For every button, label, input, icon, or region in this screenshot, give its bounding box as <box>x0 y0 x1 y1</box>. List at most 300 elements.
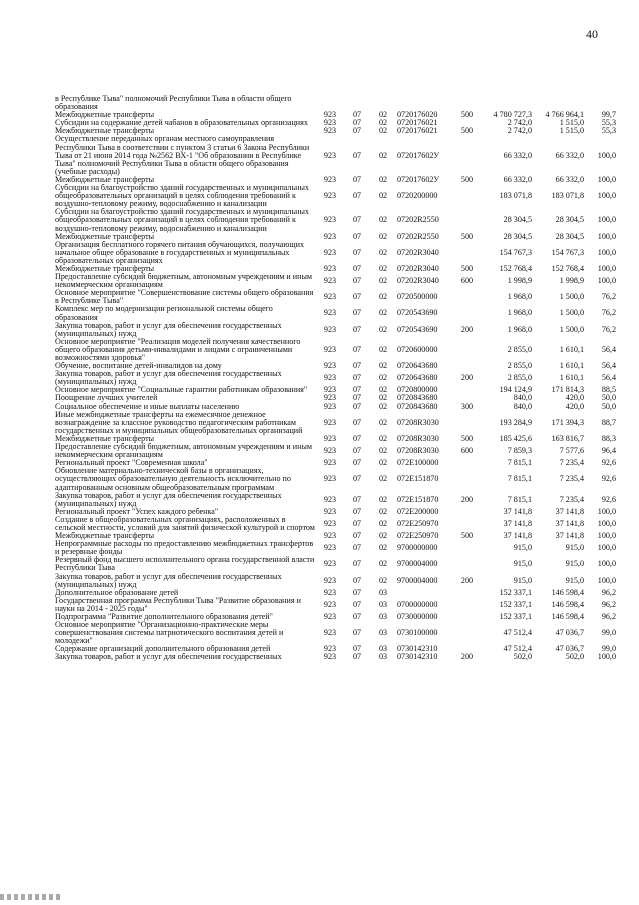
cell-pr: 02 <box>378 127 388 136</box>
cell-rz: 07 <box>352 394 362 403</box>
cell-csr: 072E200000 <box>397 507 439 516</box>
cell-csr: 0720643680 <box>397 362 438 371</box>
cell-percent: 76,2 <box>601 324 616 334</box>
cell-fact: 7 235,4 <box>559 459 584 468</box>
cell-vr: 923 <box>323 373 337 383</box>
cell-vr <box>316 95 344 111</box>
cell-vr <box>456 241 478 265</box>
cell-pr: 02 <box>378 402 388 411</box>
cell-percent: 92,6 <box>601 474 616 484</box>
cell-pr: 02 <box>378 111 388 120</box>
cell-plan: 4 780 727,3 <box>493 111 532 120</box>
cell-csr: 07202R2550 <box>397 215 439 225</box>
row-name: Дополнительное образование детей <box>55 588 179 597</box>
row-name: Основное мероприятие "Социальные гарантии работникам образования" <box>55 386 308 395</box>
cell-plan: 840,0 <box>513 394 532 403</box>
table-row <box>54 322 617 338</box>
cell-fact: 37 141,8 <box>555 518 584 528</box>
cell-vr: 923 <box>323 613 337 621</box>
cell-plan: 152 768,4 <box>499 264 532 273</box>
cell-plan: 66 332,0 <box>503 175 532 184</box>
cell-plan: 154 767,3 <box>499 247 532 257</box>
cell-plan: 193 284,9 <box>499 417 532 427</box>
table-row <box>54 653 617 661</box>
cell-vr: 923 <box>323 417 337 427</box>
cell-plan: 1 998,9 <box>507 276 532 286</box>
table-row <box>54 265 617 273</box>
cell-plan: 7 859,3 <box>507 446 532 456</box>
cell-rz: 07 <box>352 191 362 201</box>
table-row <box>54 459 617 467</box>
cell-percent: 99,7 <box>601 111 616 120</box>
table-row <box>54 241 617 265</box>
cell-vr <box>456 95 478 111</box>
row-name: Закупка товаров, работ и услуг для обеспечения государственных (муниципальных) нужд <box>55 370 282 387</box>
cell-plan: 502,0 <box>513 653 532 662</box>
row-name: Обучение, воспитание детей-инвалидов на дому <box>55 362 222 371</box>
cell-plan: 915,0 <box>513 559 532 569</box>
cell-plan: 2 855,0 <box>507 362 532 371</box>
cell-csr: 9700004000 <box>397 575 438 585</box>
cell-percent: 96,2 <box>601 588 616 597</box>
cell-rz: 07 <box>352 324 362 334</box>
table-row <box>54 233 617 241</box>
cell-percent: 99,0 <box>601 628 616 638</box>
cell-rz: 07 <box>352 119 362 128</box>
cell-csr: 0730142310 <box>397 645 438 654</box>
cell-percent: 92,6 <box>601 459 616 468</box>
cell-percent: 100,0 <box>597 518 616 528</box>
row-name: Межбюджетные трансферты <box>55 175 155 184</box>
cell-vr <box>456 516 478 532</box>
cell-pr: 02 <box>378 417 388 427</box>
cell-fact: 37 141,8 <box>555 507 584 516</box>
cell-percent: 100,0 <box>597 175 616 184</box>
cell-vr: 923 <box>323 518 337 528</box>
cell-rz: 07 <box>352 653 362 662</box>
cell-percent: 50,0 <box>601 394 616 403</box>
cell-plan: 47 512,4 <box>503 628 532 638</box>
cell-vr: 923 <box>323 362 337 371</box>
cell-fact: 146 598,4 <box>551 613 584 621</box>
cell-rz: 07 <box>352 588 362 597</box>
cell-csr: 072E100000 <box>397 459 439 468</box>
cell-rz: 07 <box>352 459 362 468</box>
cell-vr: 923 <box>323 232 337 241</box>
cell-fact: 1 610,1 <box>559 362 584 371</box>
row-name: Закупка товаров, работ и услуг для обеспечения государственных <box>55 653 282 662</box>
cell-vr: 600 <box>460 446 474 456</box>
cell-rz: 07 <box>352 264 362 273</box>
cell-vr <box>456 508 478 516</box>
cell-percent: 50,0 <box>601 402 616 411</box>
cell-vr <box>456 645 478 653</box>
cell-vr: 923 <box>323 264 337 273</box>
cell-vr: 923 <box>323 324 337 334</box>
cell-pr: 02 <box>378 344 388 354</box>
table-row <box>54 370 617 386</box>
cell-plan: 2 742,0 <box>507 127 532 136</box>
cell-csr: 0720176020 <box>397 111 438 120</box>
cell-plan: 47 512,4 <box>503 645 532 654</box>
table-row <box>54 411 617 435</box>
row-name: Обновление материально-технической базы в организациях, осуществляющих образовательную деятельность исключительно по адаптированным основным общеобразовательным программам <box>55 467 291 492</box>
cell-percent: 100,0 <box>597 264 616 273</box>
cell-vr: 200 <box>460 575 474 585</box>
cell-pr: 02 <box>378 362 388 371</box>
cell-vr <box>456 119 478 127</box>
cell-plan: 183 071,8 <box>499 191 532 201</box>
row-name: Субсидии на благоустройство зданий государственных и муниципальных общеобразовательных организаций в целях соблюдения требований к воздушно-тепловому режиму, водоснабжению и канализации <box>55 184 309 209</box>
cell-vr: 923 <box>323 215 337 225</box>
table-row <box>54 492 617 508</box>
cell-pr: 03 <box>378 588 388 597</box>
cell-vr: 500 <box>460 175 474 184</box>
row-name: Закупка товаров, работ и услуг для обеспечения государственных (муниципальных) нужд <box>55 572 282 589</box>
cell-vr: 923 <box>323 653 337 662</box>
cell-csr: 0720643680 <box>397 373 438 383</box>
cell-csr: 07208R3030 <box>397 446 439 456</box>
cell-plan: 37 141,8 <box>503 518 532 528</box>
cell-vr <box>456 289 478 305</box>
table-row <box>54 386 617 394</box>
cell-plan: 2 742,0 <box>507 119 532 128</box>
cell-vr: 923 <box>323 308 337 318</box>
table-row <box>54 573 617 589</box>
cell-fact: 183 071,8 <box>551 191 584 201</box>
cell-pr: 02 <box>378 373 388 383</box>
cell-pr: 02 <box>378 119 388 128</box>
cell-vr: 923 <box>323 599 337 609</box>
cell-vr: 500 <box>460 264 474 273</box>
cell-csr: 0720800000 <box>397 386 438 395</box>
cell-plan: 1 968,0 <box>507 308 532 318</box>
cell-plan: 37 141,8 <box>503 507 532 516</box>
cell-fact: 1 500,0 <box>559 308 584 318</box>
cell-csr: 072E151870 <box>397 494 439 504</box>
cell-rz: 07 <box>352 559 362 569</box>
cell-pr: 02 <box>378 150 388 160</box>
cell-vr <box>456 386 478 394</box>
table-row <box>54 613 617 621</box>
cell-vr: 923 <box>323 446 337 456</box>
cell-rz: 07 <box>352 446 362 456</box>
table-row <box>54 135 617 175</box>
row-name: Межбюджетные трансферты <box>55 127 155 136</box>
cell-vr: 923 <box>323 575 337 585</box>
row-name: Резервный фонд высшего исполнительного органа государственной власти Республики Тыва <box>55 556 315 573</box>
row-name: Межбюджетные трансферты <box>55 232 155 241</box>
cell-pr: 02 <box>378 175 388 184</box>
cell-vr <box>456 135 478 175</box>
row-name: Предоставление субсидий бюджетным, автономным учреждениям и иным некоммерческим организациям <box>55 273 313 290</box>
cell-vr: 923 <box>323 434 337 443</box>
cell-rz: 07 <box>352 402 362 411</box>
cell-rz: 07 <box>352 532 362 541</box>
cell-pr: 02 <box>378 324 388 334</box>
row-name: Поощрение лучших учителей <box>55 394 158 403</box>
cell-csr: 07202R2550 <box>397 232 439 241</box>
cell-plan: 185 425,6 <box>499 434 532 443</box>
cell-fact: 28 304,5 <box>555 232 584 241</box>
cell-fact: 7 235,4 <box>559 494 584 504</box>
cell-percent: 100,0 <box>597 653 616 662</box>
cell-fact: 146 598,4 <box>551 588 584 597</box>
cell-vr <box>456 362 478 370</box>
row-name: Межбюджетные трансферты <box>55 111 155 120</box>
cell-fact: 1 610,1 <box>559 373 584 383</box>
cell-vr: 923 <box>323 119 337 128</box>
cell-fact: 171 814,3 <box>551 386 584 395</box>
cell-vr: 923 <box>323 150 337 160</box>
cell-vr <box>456 540 478 556</box>
cell-pr: 02 <box>378 215 388 225</box>
cell-pr: 02 <box>378 247 388 257</box>
cell-plan: 28 304,5 <box>503 232 532 241</box>
cell-percent: 100,0 <box>597 215 616 225</box>
cell-rz: 07 <box>352 474 362 484</box>
cell-vr: 923 <box>323 474 337 484</box>
cell-vr: 923 <box>323 127 337 136</box>
cell-vr: 300 <box>460 402 474 411</box>
cell-csr: 072E250970 <box>397 518 439 528</box>
cell-rz: 07 <box>352 362 362 371</box>
cell-vr: 500 <box>460 232 474 241</box>
cell-percent: 56,4 <box>601 344 616 354</box>
cell-pr: 03 <box>378 613 388 621</box>
cell-pr: 02 <box>378 518 388 528</box>
cell-vr: 923 <box>323 588 337 597</box>
table-row <box>54 443 617 459</box>
cell-fact <box>533 95 585 111</box>
cell-rz: 07 <box>352 276 362 286</box>
cell-rz: 07 <box>352 575 362 585</box>
row-name: Государственная программа Республики Тыва "Развитие образования и науки на 2014 - 2025 годы" <box>55 596 301 613</box>
cell-plan: 7 815,1 <box>507 459 532 468</box>
cell-csr: 0720600000 <box>397 344 438 354</box>
cell-fact: 420,0 <box>565 394 584 403</box>
cell-pr: 02 <box>378 575 388 585</box>
cell-rz: 07 <box>352 373 362 383</box>
cell-csr: 07202R3040 <box>397 276 439 286</box>
table-body <box>54 95 617 662</box>
cell-vr <box>456 184 478 208</box>
cell-pr: 02 <box>378 308 388 318</box>
row-name: Социальное обеспечение и иные выплаты населению <box>55 402 240 411</box>
table-row <box>54 532 617 540</box>
cell-vr: 923 <box>323 459 337 468</box>
cell-fact: 1 610,1 <box>559 344 584 354</box>
cell-pr: 02 <box>378 232 388 241</box>
cell-rz: 07 <box>352 175 362 184</box>
cell-plan: 66 332,0 <box>503 150 532 160</box>
cell-vr: 923 <box>323 532 337 541</box>
cell-csr: 0720543690 <box>397 308 438 318</box>
cell-vr: 923 <box>323 111 337 120</box>
cell-fact: 47 036,7 <box>555 628 584 638</box>
cell-pr: 03 <box>378 599 388 609</box>
cell-percent: 76,2 <box>601 308 616 318</box>
cell-plan: 194 124,9 <box>499 386 532 395</box>
cell-vr <box>456 621 478 645</box>
cell-rz: 07 <box>352 507 362 516</box>
cell-percent: 92,6 <box>601 494 616 504</box>
cell-percent: 55,3 <box>601 119 616 128</box>
table-row <box>54 119 617 127</box>
cell-vr <box>456 411 478 435</box>
cell-vr: 923 <box>323 394 337 403</box>
cell-plan: 7 815,1 <box>507 474 532 484</box>
cell-fact: 915,0 <box>565 575 584 585</box>
cell-csr: 072E250970 <box>397 532 439 541</box>
cell-plan: 840,0 <box>513 402 532 411</box>
cell-rz: 07 <box>352 308 362 318</box>
cell-vr: 923 <box>323 276 337 286</box>
table-row <box>54 435 617 443</box>
table-row <box>54 645 617 653</box>
cell-vr: 500 <box>460 111 474 120</box>
cell-pr: 02 <box>378 264 388 273</box>
cell-pr: 02 <box>378 394 388 403</box>
cell-plan: 915,0 <box>513 575 532 585</box>
row-name: Закупка товаров, работ и услуг для обеспечения государственных (муниципальных) нужд <box>55 321 282 338</box>
cell-csr: 072E151870 <box>397 474 439 484</box>
table-row <box>54 403 617 411</box>
cell-fact: 152 768,4 <box>551 264 584 273</box>
cell-fact: 502,0 <box>565 653 584 662</box>
row-name: Межбюджетные трансферты <box>55 532 155 541</box>
cell-percent: 99,0 <box>601 645 616 654</box>
cell-fact: 7 235,4 <box>559 474 584 484</box>
cell-csr: 9700000000 <box>397 543 438 553</box>
cell-pr: 03 <box>378 653 388 662</box>
cell-rz: 07 <box>352 599 362 609</box>
cell-csr <box>396 95 456 111</box>
table-row <box>54 467 617 491</box>
cell-fact: 37 141,8 <box>555 532 584 541</box>
cell-rz: 07 <box>352 232 362 241</box>
cell-fact: 1 515,0 <box>559 119 584 128</box>
row-name: Основное мероприятие "Совершенствование системы общего образования в Республике Тыва" <box>55 289 314 306</box>
cell-rz: 07 <box>352 111 362 120</box>
cell-rz: 07 <box>352 628 362 638</box>
cell-pr: 03 <box>378 628 388 638</box>
table-row <box>54 95 617 111</box>
cell-csr: 9700004000 <box>397 559 438 569</box>
cell-rz: 07 <box>352 645 362 654</box>
cell-fact: 1 998,9 <box>559 276 584 286</box>
cell-fact: 66 332,0 <box>555 175 584 184</box>
row-name: Непрограммные расходы по предоставлению межбюджетных трансфертов и резервные фонды <box>55 540 314 557</box>
cell-vr: 923 <box>323 645 337 654</box>
cell-percent: 100,0 <box>597 575 616 585</box>
cell-rz: 07 <box>352 247 362 257</box>
table-row <box>54 589 617 597</box>
cell-csr: 07208R3030 <box>397 434 439 443</box>
cell-rz: 07 <box>352 434 362 443</box>
cell-rz: 07 <box>352 292 362 302</box>
cell-pr <box>370 95 396 111</box>
cell-vr: 923 <box>323 507 337 516</box>
cell-vr: 923 <box>323 628 337 638</box>
cell-plan: 2 855,0 <box>507 373 532 383</box>
cell-vr: 923 <box>323 559 337 569</box>
row-name: Комплекс мер по модернизации региональной системы общего образования <box>55 305 273 322</box>
cell-percent: 56,4 <box>601 362 616 371</box>
cell-csr: 07208R3030 <box>397 417 439 427</box>
row-name: Региональный проект "Современная школа" <box>55 459 208 468</box>
cell-vr: 923 <box>323 494 337 504</box>
cell-vr <box>456 467 478 491</box>
cell-vr: 200 <box>460 373 474 383</box>
cell-plan: 915,0 <box>513 543 532 553</box>
cell-rz: 07 <box>352 518 362 528</box>
row-name: Иные межбюджетные трансферты на ежемесячное денежное вознаграждение за классное руководство педагогическим работникам государственных и муниципальных общеобразовательных организаций <box>55 410 303 435</box>
cell-pr: 02 <box>378 494 388 504</box>
cell-percent: 96,4 <box>601 446 616 456</box>
cell-fact: 1 515,0 <box>559 127 584 136</box>
cell-vr <box>456 597 478 613</box>
table-row <box>54 394 617 402</box>
cell-csr: 0730100000 <box>397 628 438 638</box>
cell-csr: 0700000000 <box>397 599 438 609</box>
row-name: Подпрограмма "Развитие дополнительного образования детей" <box>55 613 273 621</box>
cell-rz: 07 <box>352 494 362 504</box>
table-row <box>54 556 617 572</box>
cell-vr: 923 <box>323 292 337 302</box>
cell-vr <box>456 613 478 621</box>
cell-fact: 915,0 <box>565 543 584 553</box>
cell-vr <box>456 556 478 572</box>
cell-vr: 923 <box>323 175 337 184</box>
cell-fact: 47 036,7 <box>555 645 584 654</box>
cell-pr: 02 <box>378 191 388 201</box>
cell-csr: 0720176021 <box>397 127 438 136</box>
cell-pr: 02 <box>378 276 388 286</box>
cell-percent: 100,0 <box>597 191 616 201</box>
cell-fact: 915,0 <box>565 559 584 569</box>
cell-csr: 07202R3040 <box>397 264 439 273</box>
row-name: Создание в общеобразовательных организациях, расположенных в сельской местности, условий для занятий физической культурой и спортом <box>55 515 315 532</box>
cell-rz: 07 <box>352 150 362 160</box>
cell-vr <box>456 208 478 232</box>
table-row <box>54 208 617 232</box>
cell-csr: 0720843680 <box>397 402 438 411</box>
cell-fact: 1 500,0 <box>559 324 584 334</box>
row-name: Закупка товаров, работ и услуг для обеспечения государственных (муниципальных) нужд <box>55 491 282 508</box>
cell-rz: 07 <box>352 127 362 136</box>
row-name: Межбюджетные трансферты <box>55 264 155 273</box>
cell-csr: 072017602У <box>397 175 440 184</box>
cell-pr: 02 <box>378 446 388 456</box>
cell-pr: 02 <box>378 532 388 541</box>
cell-percent: 88,7 <box>601 417 616 427</box>
cell-percent: 100,0 <box>597 247 616 257</box>
cell-fact: 1 500,0 <box>559 292 584 302</box>
cell-vr: 923 <box>323 247 337 257</box>
table-row <box>54 273 617 289</box>
cell-plan: 2 855,0 <box>507 344 532 354</box>
cell-rz: 07 <box>352 543 362 553</box>
row-name: Субсидии на благоустройство зданий государственных и муниципальных общеобразовательных организаций в целях соблюдения требований к воздушно-тепловому режиму, водоснабжению и канализации <box>55 208 309 233</box>
cell-vr <box>456 589 478 597</box>
row-name: Межбюджетные трансферты <box>55 434 155 443</box>
row-name: Организация бесплатного горячего питания обучающихся, получающих начальное общее образование в государственных и муниципальных образовательных организациях <box>55 240 305 265</box>
cell-pr: 02 <box>378 459 388 468</box>
cell-csr: 0730142310 <box>397 653 438 662</box>
cell-pr: 02 <box>378 434 388 443</box>
cell-fact: 154 767,3 <box>551 247 584 257</box>
